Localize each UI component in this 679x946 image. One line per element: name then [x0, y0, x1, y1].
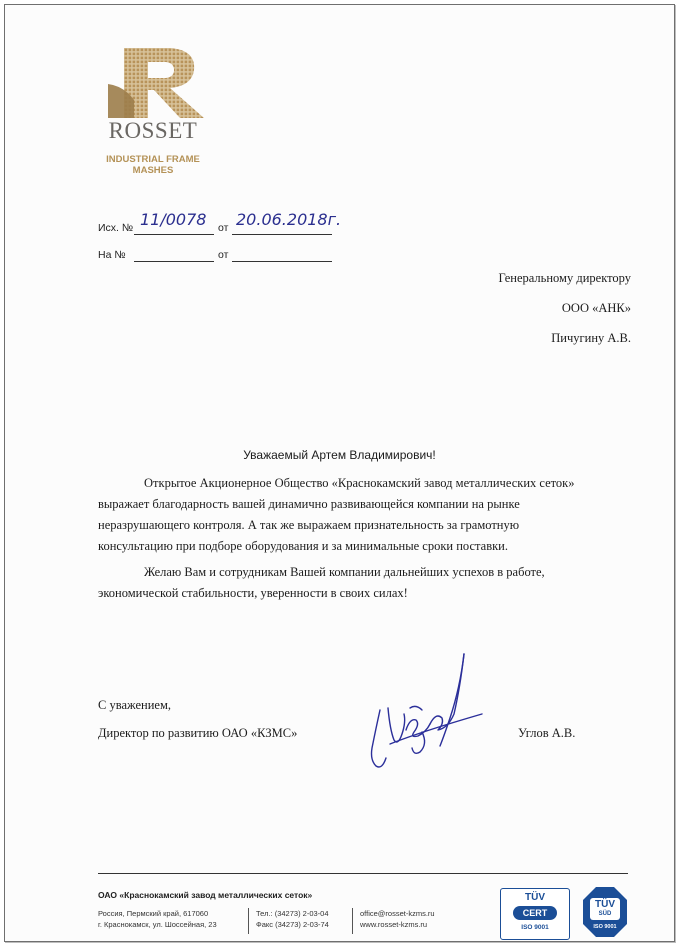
footer-rule: [98, 873, 628, 874]
paragraph1-line2: выражает благодарность вашей динамично развивающейся компании на рынке: [98, 497, 520, 511]
tuv-sud-mid: SÜD: [598, 911, 612, 917]
paragraph1-line3: неразрушающего контроля. А так же выражаем признательность за грамотную: [98, 518, 520, 532]
footer-address-line1: Россия, Пермский край, 617060: [98, 909, 209, 918]
outgoing-number-label: Исх. №: [98, 222, 134, 234]
footer-web: [360, 908, 435, 930]
footer-email: office@rosset-kzms.ru: [360, 909, 435, 918]
incoming-number-underline: [134, 261, 214, 262]
footer-fax: Факс (34273) 2-03-74: [256, 920, 329, 929]
outgoing-number-value: 11/0078: [140, 210, 207, 229]
closing-signatory-name: Углов А.В.: [518, 726, 576, 740]
footer-company-name: ОАО «Краснокамский завод металлических сеток»: [98, 890, 313, 900]
closing-position: Директор по развитию ОАО «КЗМС»: [98, 726, 298, 740]
tuv-cert-bottom: ISO 9001: [521, 924, 549, 931]
footer-address-line2: г. Краснокамск, ул. Шоссейная, 23: [98, 920, 217, 929]
addressee-company: ООО «АНК»: [561, 301, 631, 315]
outgoing-date-label: от: [218, 222, 229, 234]
tuv-cert-badge: [500, 888, 570, 940]
incoming-date-label: от: [218, 249, 229, 261]
footer-separator-2: [352, 908, 353, 934]
closing-regards: С уважением,: [98, 698, 171, 712]
footer-contacts: [256, 908, 329, 930]
paragraph2-line2: экономической стабильности, уверенности в своих силах!: [98, 586, 408, 600]
outgoing-date-underline: [232, 234, 332, 235]
addressee-name: Пичугину А.В.: [551, 331, 631, 345]
logo-tagline: [98, 154, 208, 176]
logo-tagline-line1: INDUSTRIAL FRAME: [106, 154, 200, 165]
handwritten-signature: [350, 648, 490, 778]
tuv-cert-top: TÜV: [525, 892, 545, 903]
incoming-number-label: На №: [98, 249, 126, 261]
footer-address: [98, 908, 217, 930]
incoming-date-underline: [232, 261, 332, 262]
tuv-sud-bottom: ISO 9001: [593, 924, 617, 930]
paragraph1-line4: консультацию при подборе оборудования и за минимальные сроки поставки.: [98, 539, 508, 553]
letter-greeting: Уважаемый Артем Владимирович!: [243, 448, 436, 462]
rosset-logo-mark: [104, 44, 214, 122]
footer-separator-1: [248, 908, 249, 934]
footer-website: www.rosset-kzms.ru: [360, 920, 428, 929]
footer-phone: Тел.: (34273) 2-03-04: [256, 909, 329, 918]
tuv-sud-top: TÜV: [595, 899, 615, 910]
outgoing-date-value: 20.06.2018г.: [236, 210, 342, 229]
outgoing-number-underline: [134, 234, 214, 235]
logo-wordmark: ROSSET: [108, 118, 198, 143]
tuv-sud-badge: [582, 886, 628, 938]
logo-tagline-line2: MASHES: [132, 165, 174, 176]
paragraph1-line1: Открытое Акционерное Общество «Краснокамский завод металлических сеток»: [144, 476, 575, 490]
addressee-title: Генеральному директору: [498, 271, 631, 285]
paragraph2-line1: Желаю Вам и сотрудникам Вашей компании дальнейших успехов в работе,: [144, 565, 545, 579]
tuv-cert-mid: CERT: [513, 906, 557, 920]
